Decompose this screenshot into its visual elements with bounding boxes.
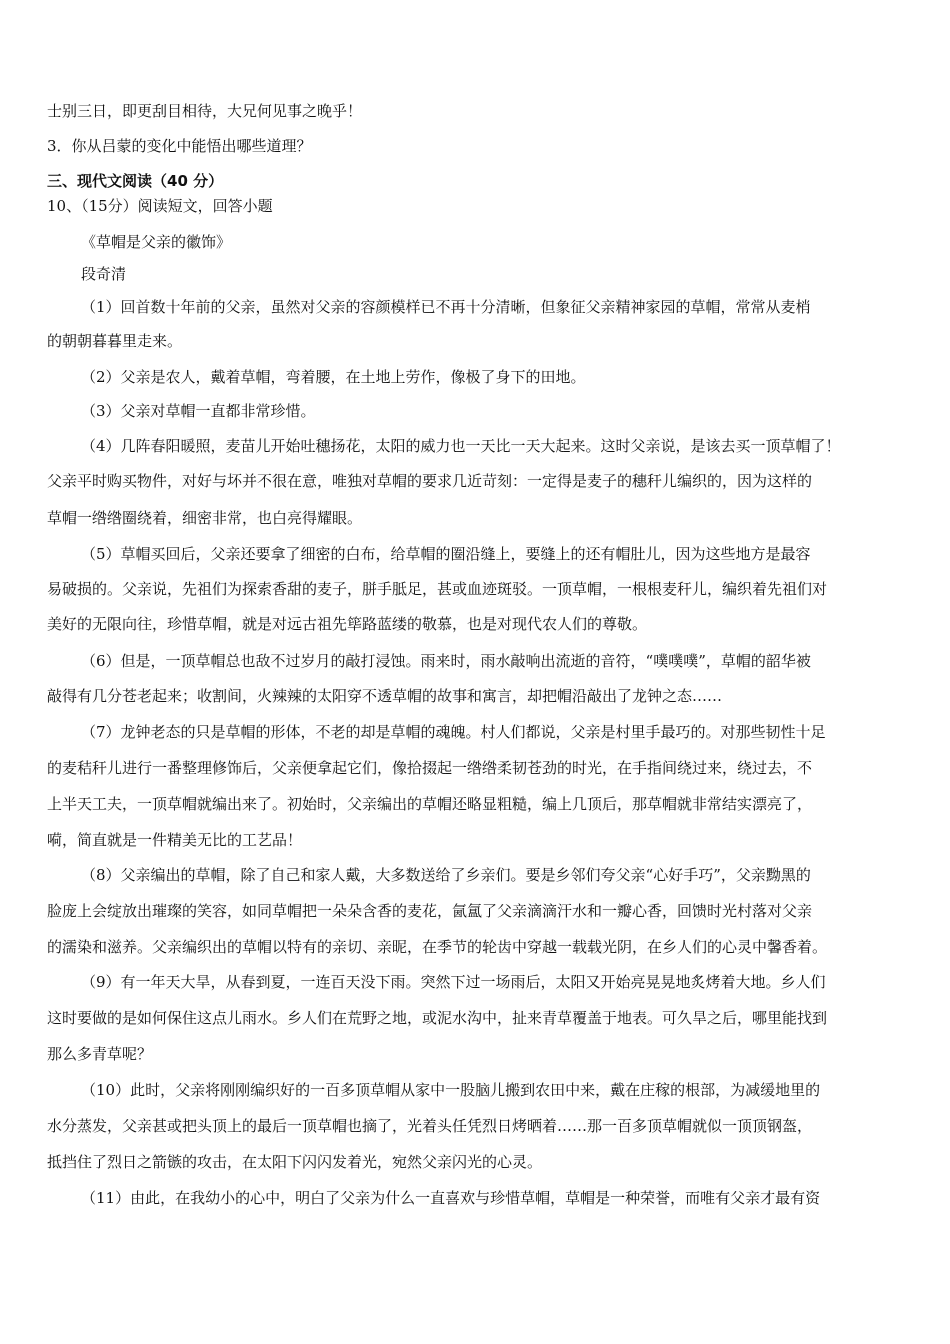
paragraph-line: 的濡染和滋养。父亲编织出的草帽以特有的亲切、亲昵，在季节的轮齿中穿越一载载光阴，在乡人们的心灵中馨香着。 <box>47 938 828 956</box>
paragraph-line: 美好的无限向往，珍惜草帽，就是对远古祖先筚路蓝缕的敬慕，也是对现代农人们的尊敬。 <box>47 615 648 633</box>
prev-passage-line: 士别三日，即更刮目相待，大兄何见事之晚乎！ <box>47 102 363 120</box>
paragraph-line: 上半天工夫，一顶草帽就编出来了。初始时，父亲编出的草帽还略显粗糙，编上几顶后，那草帽就非常结实漂亮了， <box>47 795 813 813</box>
question-10: 10、（15分）阅读短文，回答小题 <box>47 197 273 215</box>
paragraph-line: 的麦秸秆儿进行一番整理修饰后，父亲便拿起它们，像拾掇起一绺绺柔韧苍劲的时光，在手指间绕过来，绕过去，不 <box>47 759 813 777</box>
section-heading: 三、现代文阅读（40 分） <box>47 172 224 190</box>
paragraph-line: （2）父亲是农人，戴着草帽，弯着腰，在土地上劳作，像极了身下的田地。 <box>81 368 586 386</box>
paragraph-line: （9）有一年天大旱，从春到夏，一连百天没下雨。突然下过一场雨后，太阳又开始亮晃晃地炙烤着大地。乡人们 <box>81 973 826 991</box>
paragraph-line: （10）此时，父亲将刚刚编织好的一百多顶草帽从家中一股脑儿搬到农田中来，戴在庄稼的根部，为减缓地里的 <box>81 1081 821 1099</box>
paragraph-line: 的朝朝暮暮里走来。 <box>47 332 183 350</box>
paragraph-line: 敲得有几分苍老起来；收割间，火辣辣的太阳穿不透草帽的故事和寓言，却把帽沿敲出了龙钟之态…… <box>47 687 723 705</box>
paragraph-line: 脸庞上会绽放出璀璨的笑容，如同草帽把一朵朵含香的麦花，氤氲了父亲滴滴汗水和一瓣心香，回馈时光村落对父亲 <box>47 902 813 920</box>
article-title: 《草帽是父亲的徽饰》 <box>81 233 232 251</box>
paragraph-line: （1）回首数十年前的父亲，虽然对父亲的容颜模样已不再十分清晰，但象征父亲精神家园的草帽，常常从麦梢 <box>81 298 811 316</box>
paragraph-line: （3）父亲对草帽一直都非常珍惜。 <box>81 402 316 420</box>
paragraph-line: （8）父亲编出的草帽，除了自己和家人戴，大多数送给了乡亲们。要是乡邻们夸父亲“心好手巧”，父亲黝黑的 <box>81 866 811 884</box>
paragraph-line: （7）龙钟老态的只是草帽的形体，不老的却是草帽的魂魄。村人们都说，父亲是村里手最巧的。对那些韧性十足 <box>81 723 826 741</box>
paragraph-line: （5）草帽买回后，父亲还要拿了细密的白布，给草帽的圈沿缝上，要缝上的还有帽肚儿，因为这些地方是最容 <box>81 545 811 563</box>
paragraph-line: 这时要做的是如何保住这点儿雨水。乡人们在荒野之地，或泥水沟中，扯来青草覆盖于地表。可久旱之后，哪里能找到 <box>47 1009 828 1027</box>
paragraph-line: 嗬，简直就是一件精美无比的工艺品！ <box>47 831 303 849</box>
paragraph-line: 草帽一绺绺圈绕着，细密非常，也白亮得耀眼。 <box>47 509 363 527</box>
paragraph-line: 父亲平时购买物件，对好与坏并不很在意，唯独对草帽的要求几近苛刻：一定得是麦子的穗秆儿编织的，因为这样的 <box>47 472 813 490</box>
paragraph-line: （6）但是，一顶草帽总也敌不过岁月的敲打浸蚀。雨来时，雨水敲响出流逝的音符，“噗噗噗”，草帽的韶华被 <box>81 652 811 670</box>
question-3: 3．你从吕蒙的变化中能悟出哪些道理？ <box>47 137 312 155</box>
paragraph-line: 水分蒸发，父亲甚或把头顶上的最后一顶草帽也摘了，光着头任凭烈日烤晒着……那一百多顶草帽就似一顶顶钢盔， <box>47 1117 813 1135</box>
paragraph-line: （4）几阵春阳暖照，麦苗儿开始吐穗扬花，太阳的威力也一天比一天大起来。这时父亲说，是该去买一顶草帽了！ <box>81 437 841 455</box>
paragraph-line: 那么多青草呢？ <box>47 1045 153 1063</box>
article-author: 段奇清 <box>81 265 127 283</box>
paragraph-line: 易破损的。父亲说，先祖们为探索香甜的麦子，胼手胝足，甚或血迹斑驳。一顶草帽，一根根麦秆儿，编织着先祖们对 <box>47 580 828 598</box>
paragraph-line: 抵挡住了烈日之箭镞的攻击，在太阳下闪闪发着光，宛然父亲闪光的心灵。 <box>47 1153 543 1171</box>
paragraph-line: （11）由此，在我幼小的心中，明白了父亲为什么一直喜欢与珍惜草帽，草帽是一种荣誉，而唯有父亲才最有资 <box>81 1189 821 1207</box>
